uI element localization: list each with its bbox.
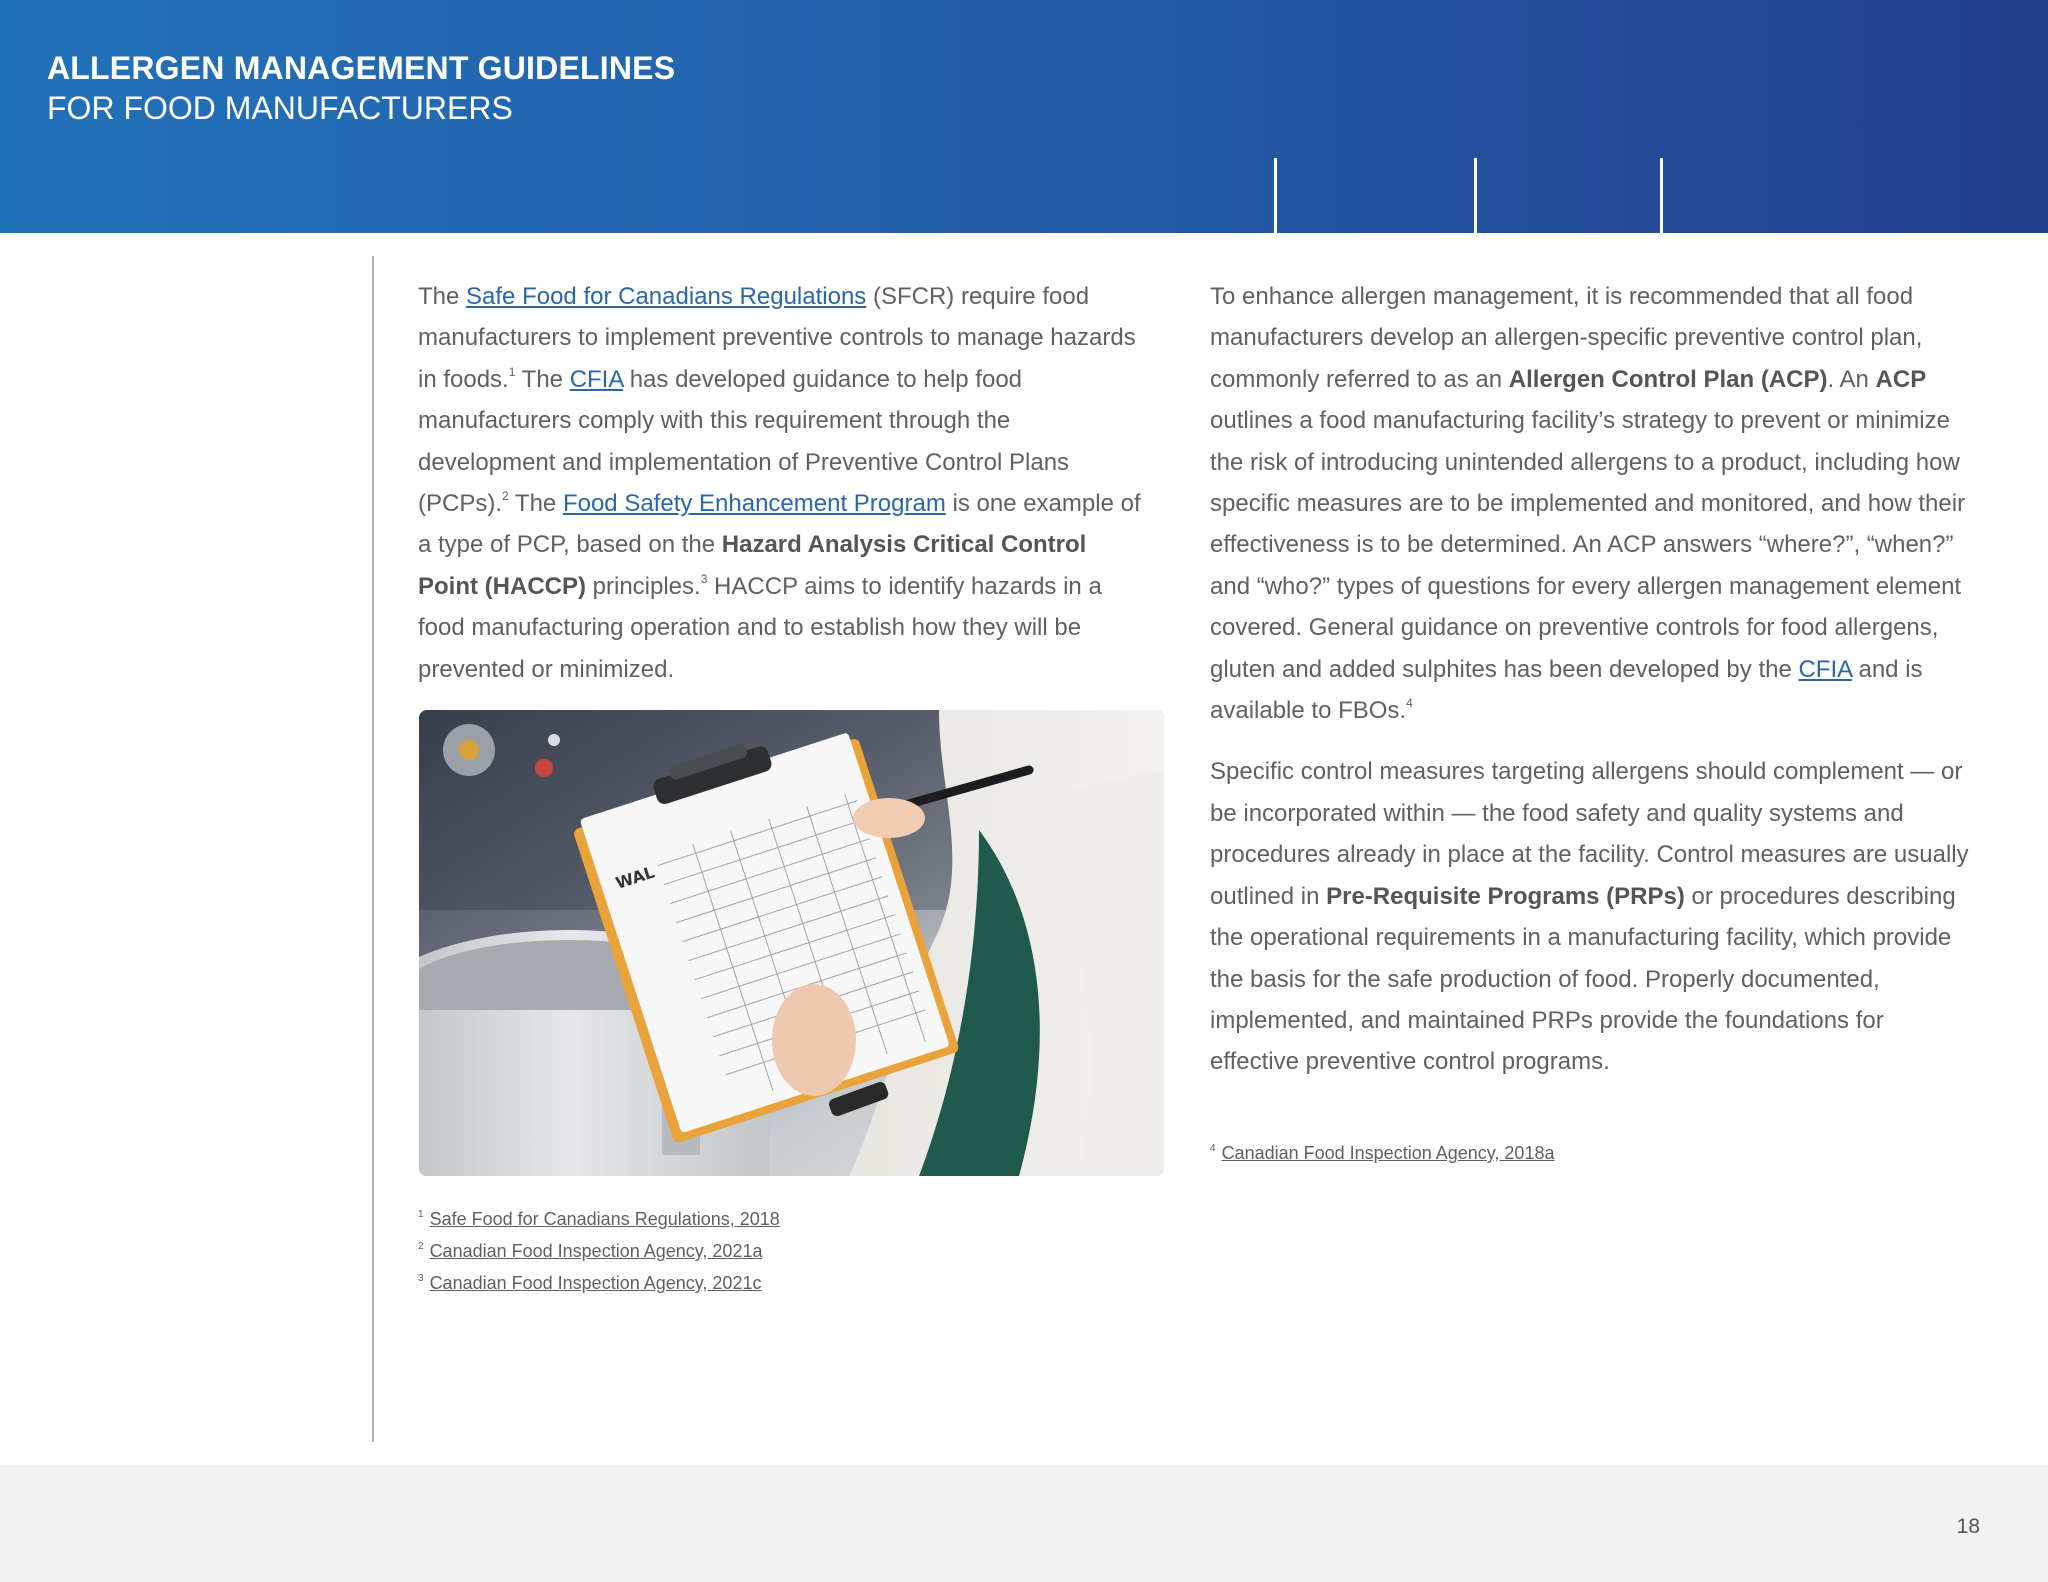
footnote-3: $^3$ Canadian Food Inspection Agency, 2021c: [418, 1273, 762, 1293]
sfcr-link[interactable]: Safe Food for Canadians Regulations: [466, 283, 867, 310]
prp-term: Pre-Requisite Programs (PRPs): [1326, 882, 1685, 910]
footnote-ref-1: 1: [508, 364, 516, 379]
fsep-link[interactable]: Food Safety Enhancement Program: [562, 490, 946, 518]
section-tab-divider-1: [1274, 158, 1277, 233]
footnote-3-link[interactable]: Canadian Food Inspection Agency, 2021c: [429, 1273, 762, 1293]
footnote-4-link[interactable]: Canadian Food Inspection Agency, 2018a: [1221, 1143, 1555, 1163]
footnote-2-link[interactable]: Canadian Food Inspection Agency, 2021a: [429, 1241, 763, 1261]
header-banner: [0, 0, 2048, 233]
left-column-text: [418, 276, 1144, 690]
cfia-link[interactable]: CFIA: [569, 365, 624, 393]
footnote-ref-4: 4: [1406, 696, 1413, 711]
section-tab-divider-3: [1660, 158, 1663, 233]
page-number: 18: [1956, 1515, 1980, 1538]
cfia-link-2[interactable]: CFIA: [1798, 655, 1852, 683]
margin-rule: [372, 256, 374, 1442]
haccp-term: Hazard Analysis Critical Control Point (HACCP): [418, 531, 1087, 600]
right-column-text: [1210, 276, 1970, 1083]
acp-term: ACP: [1875, 365, 1927, 393]
document-subtitle: FOR FOOD MANUFACTURERS: [47, 90, 513, 126]
document-title: ALLERGEN MANAGEMENT GUIDELINES: [47, 50, 676, 86]
footnote-2: $^2$ Canadian Food Inspection Agency, 2021a: [418, 1241, 763, 1261]
prp-paragraph: Specific control measures targeting allergens should complement — or be incorporated within — the food safety and quality systems and procedures already in place at the facility. Control measures are usually outlined in Pre-Requisite Programs (PRPs) or procedures describing the operational requirements in a manufacturing facility, which provide the basis for the safe production of food. Properly documented, implemented, and maintained PRPs provide the foundations for effective preventive control programs.: [1210, 758, 1969, 1076]
footnotes-right: [1210, 1135, 1554, 1167]
inspector-clipboard-photo: [419, 710, 1164, 1176]
clipboard-stamp: WAL: [613, 862, 657, 893]
intro-paragraph: The Safe Food for Canadians Regulations (SFCR) require food manufacturers to implement preventive controls to manage hazards in foods.$^1$ The CFIA has developed guidance to help food manufacturers comply with this requirement through the development and implementation of Preventive Control Plans (PCPs).$^2$ The Food Safety Enhancement Program is one example of a type of PCP, based on the Hazard Analysis Critical Control Point (HACCP) principles.$^3$ HACCP aims to identify hazards in a food manufacturing operation and to establish how they will be prevented or minimized.: [418, 283, 1141, 683]
footnote-1: $^1$ Safe Food for Canadians Regulations, 2018: [418, 1209, 780, 1229]
acp-full-term: Allergen Control Plan (ACP): [1508, 365, 1828, 393]
footnotes-left: [418, 1201, 780, 1297]
page-footer: [0, 1465, 2048, 1582]
clipboard-illustration: [419, 710, 1164, 1176]
section-tab-divider-2: [1474, 158, 1477, 233]
footnote-4: $^4$ Canadian Food Inspection Agency, 2018a: [1210, 1143, 1555, 1163]
acp-paragraph: To enhance allergen management, it is recommended that all food manufacturers develop an allergen-specific preventive control plan, commonly referred to as an Allergen Control Plan (ACP). An ACP outlines a food manufacturing facility’s strategy to prevent or minimize the risk of introducing unintended allergens to a product, including how specific measures are to be implemented and monitored, and how their effectiveness is to be determined. An ACP answers “where?”, “when?” and “who?” types of questions for every allergen management element covered. General guidance on preventive controls for food allergens, gluten and added sulphites has been developed by the CFIA and is available to FBOs.$^4$: [1210, 283, 1966, 725]
footnote-1-link[interactable]: Safe Food for Canadians Regulations, 2018: [429, 1209, 780, 1229]
footnote-ref-2: 2: [502, 489, 509, 504]
footnote-ref-3: 3: [700, 571, 708, 586]
